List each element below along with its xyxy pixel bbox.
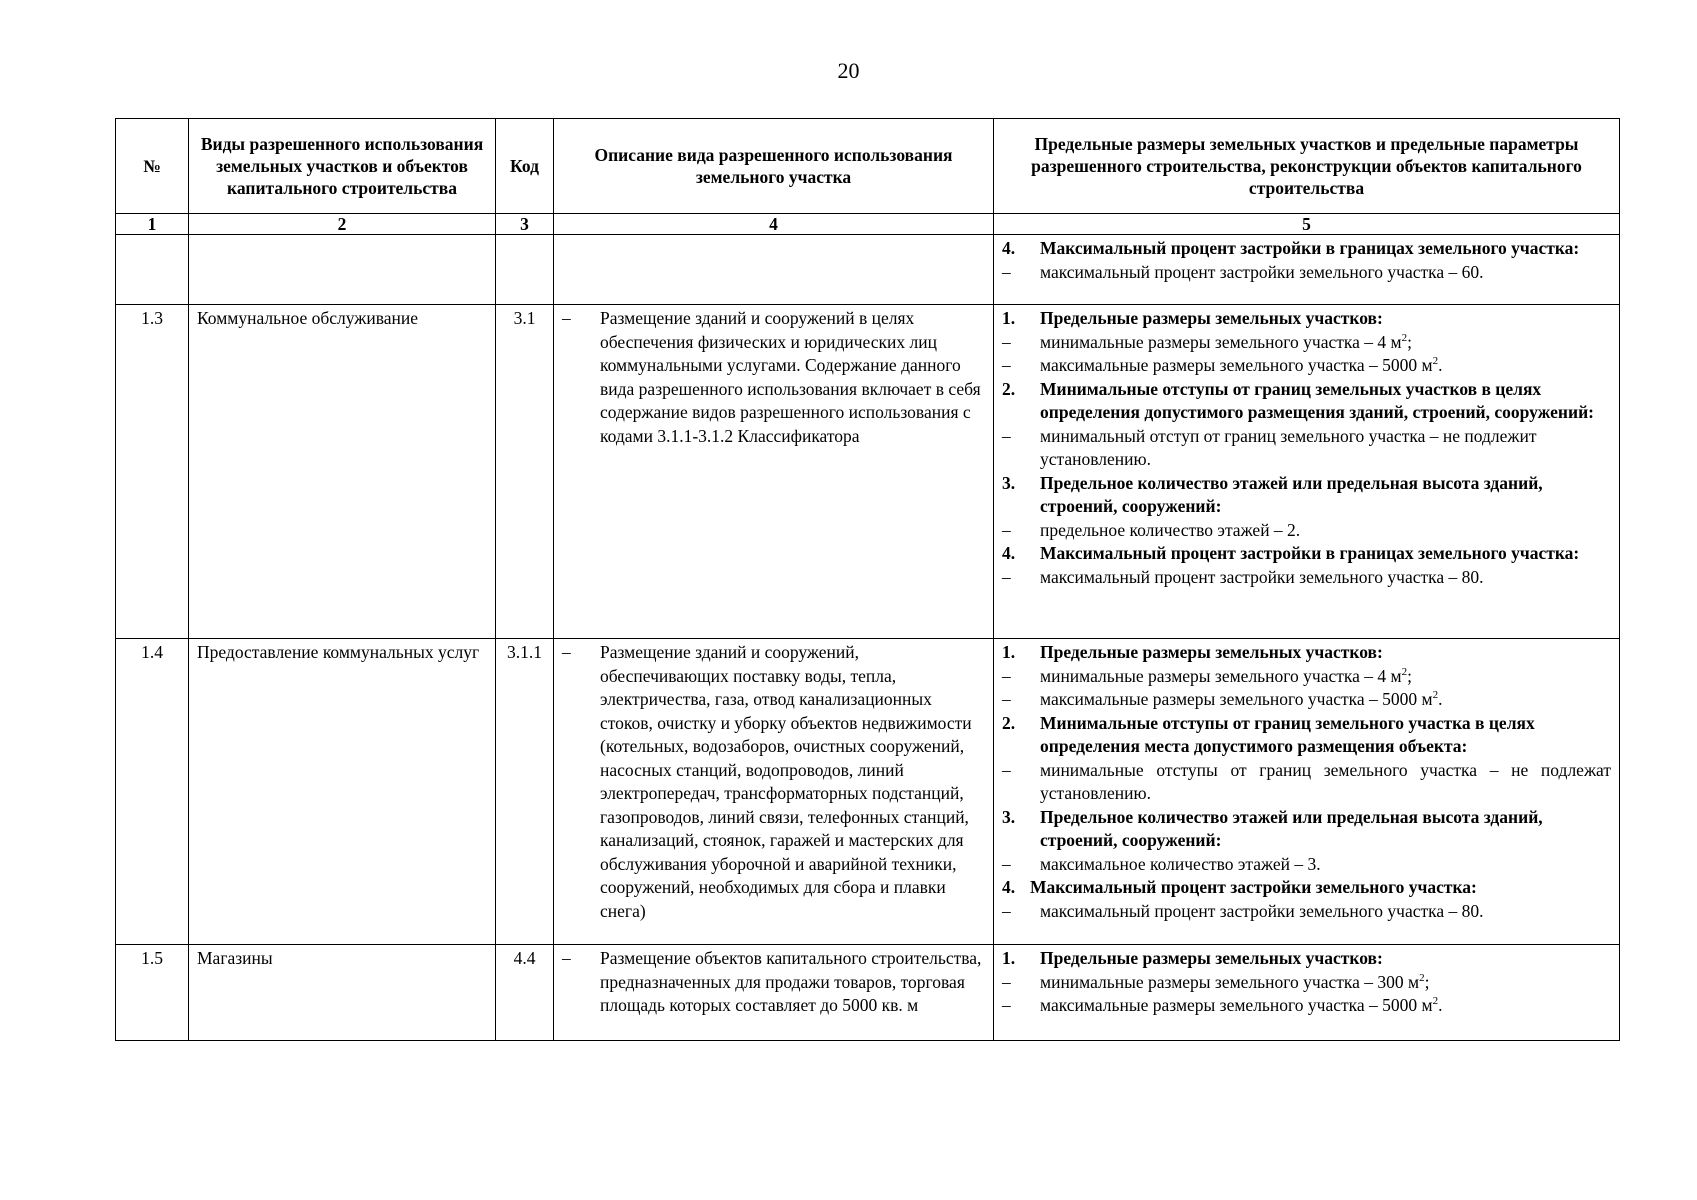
- table-row: [116, 305, 1620, 639]
- row-number: 1.4: [116, 639, 189, 945]
- param-value: – минимальный отступ от границ земельного участка – не подлежит установлению.: [1002, 425, 1537, 469]
- description-text: Размещение зданий и сооружений в целях обеспечения физических и юридических лиц коммунальными услугами. Содержание данного вида разрешенного использования включает в себя содержание видов разрешенного использования с кодами 3.1.1-3.1.2 Классификатора: [600, 308, 981, 446]
- cell-empty: [496, 235, 554, 305]
- row-number: 1.5: [116, 945, 189, 1041]
- column-number: 2: [189, 214, 496, 235]
- description-text: Размещение объектов капитального строительства, предназначенных для продажи товаров, торговая площадь которых составляет до 5000 кв. м: [600, 948, 982, 1015]
- row-number: 1.3: [116, 305, 189, 639]
- dash-marker: –: [562, 308, 571, 328]
- param-value: – минимальные размеры земельного участка – 300 $м^2$;: [1002, 971, 1430, 992]
- description-cell: [554, 639, 994, 945]
- param-value: – максимальный процент застройки земельного участка – 80.: [1002, 566, 1484, 587]
- page-number: 20: [837, 58, 860, 83]
- table-row: [116, 235, 1620, 305]
- cell-empty: [189, 235, 496, 305]
- param-value: – минимальные размеры земельного участка – 4 $м^2$;: [1002, 665, 1412, 686]
- description-cell: [554, 305, 994, 639]
- param-value: – максимальный процент застройки земельного участка – 60.: [1002, 261, 1484, 282]
- column-number-row: [116, 214, 1620, 235]
- table-header-row: [116, 119, 1620, 214]
- param-heading: 3. Предельное количество этажей или предельная высота зданий, строений, сооружений:: [1002, 472, 1543, 516]
- param-value: – минимальные отступы от границ земельного участка – не подлежат установлению.: [1002, 759, 1611, 803]
- param-heading: 2. Минимальные отступы от границ земельного участка в целях определения места допустимого размещения объекта:: [1002, 712, 1535, 756]
- param-heading: 2. Минимальные отступы от границ земельных участков в целях определения допустимого размещения зданий, строений, сооружений:: [1002, 378, 1594, 422]
- param-heading: 1. Предельные размеры земельных участков:: [1002, 948, 1383, 968]
- use-code: 3.1: [496, 305, 554, 639]
- header-use-kind: Виды разрешенного использования земельных участков и объектов капитального строительства: [189, 119, 496, 214]
- header-parameters: Предельные размеры земельных участков и предельные параметры разрешенного строительства, реконструкции объектов капитального строительства: [994, 119, 1620, 214]
- param-value: – максимальный процент застройки земельного участка – 80.: [1002, 900, 1484, 921]
- params-cell: [994, 945, 1620, 1041]
- params-cell: [994, 305, 1620, 639]
- param-value: – минимальные размеры земельного участка – 4 $м^2$;: [1002, 331, 1412, 352]
- use-kind-name: Предоставление коммунальных услуг: [189, 639, 496, 945]
- use-kind-name: Коммунальное обслуживание: [189, 305, 496, 639]
- param-value: – максимальные размеры земельного участка – 5000 $м^2$.: [1002, 689, 1443, 709]
- description-cell: [554, 945, 994, 1041]
- dash-marker: –: [562, 642, 571, 662]
- param-heading: 1. Предельные размеры земельных участков:: [1002, 642, 1383, 662]
- param-heading: 3. Предельное количество этажей или предельная высота зданий, строений, сооружений:: [1002, 806, 1543, 850]
- column-number: 5: [994, 214, 1620, 235]
- cell-empty: [116, 235, 189, 305]
- params-cell: [994, 235, 1620, 305]
- header-description: Описание вида разрешенного использования земельного участка: [554, 119, 994, 214]
- params-cell: [994, 639, 1620, 945]
- description-text: Размещение зданий и сооружений, обеспечивающих поставку воды, тепла, электричества, газа, отвод канализационных стоков, очистку и уборку объектов недвижимости (котельных, водозаборов, очистных сооружений, насосных станций, водопроводов, линий электропередач, трансформаторных подстанций, газопроводов, линий связи, телефонных станций, канализаций, стоянок, гаражей и мастерских для обслуживания уборочной и аварийной техники, сооружений, необходимых для сбора и плавки снега): [600, 642, 972, 921]
- param-value: – максимальные размеры земельного участка – 5000 $м^2$.: [1002, 355, 1443, 375]
- param-heading: 4. Максимальный процент застройки в границах земельного участка:: [1002, 238, 1580, 258]
- param-heading: 1. Предельные размеры земельных участков:: [1002, 308, 1383, 328]
- header-number: №: [116, 119, 189, 214]
- use-code: 4.4: [496, 945, 554, 1041]
- cell-empty: [554, 235, 994, 305]
- param-heading: 4. Максимальный процент застройки земельного участка:: [1002, 877, 1477, 897]
- column-number: 3: [496, 214, 554, 235]
- param-value: – максимальное количество этажей – 3.: [1002, 853, 1321, 874]
- param-value: – предельное количество этажей – 2.: [1002, 519, 1301, 540]
- use-code: 3.1.1: [496, 639, 554, 945]
- param-heading: 4. Максимальный процент застройки в границах земельного участка:: [1002, 543, 1580, 563]
- column-number: 4: [554, 214, 994, 235]
- table-row: [116, 945, 1620, 1041]
- land-use-table: [115, 118, 1620, 1041]
- column-number: 1: [116, 214, 189, 235]
- header-code: Код: [496, 119, 554, 214]
- table-row: [116, 639, 1620, 945]
- param-value: – максимальные размеры земельного участка – 5000 $м^2$.: [1002, 995, 1443, 1015]
- dash-marker: –: [562, 948, 571, 968]
- use-kind-name: Магазины: [189, 945, 496, 1041]
